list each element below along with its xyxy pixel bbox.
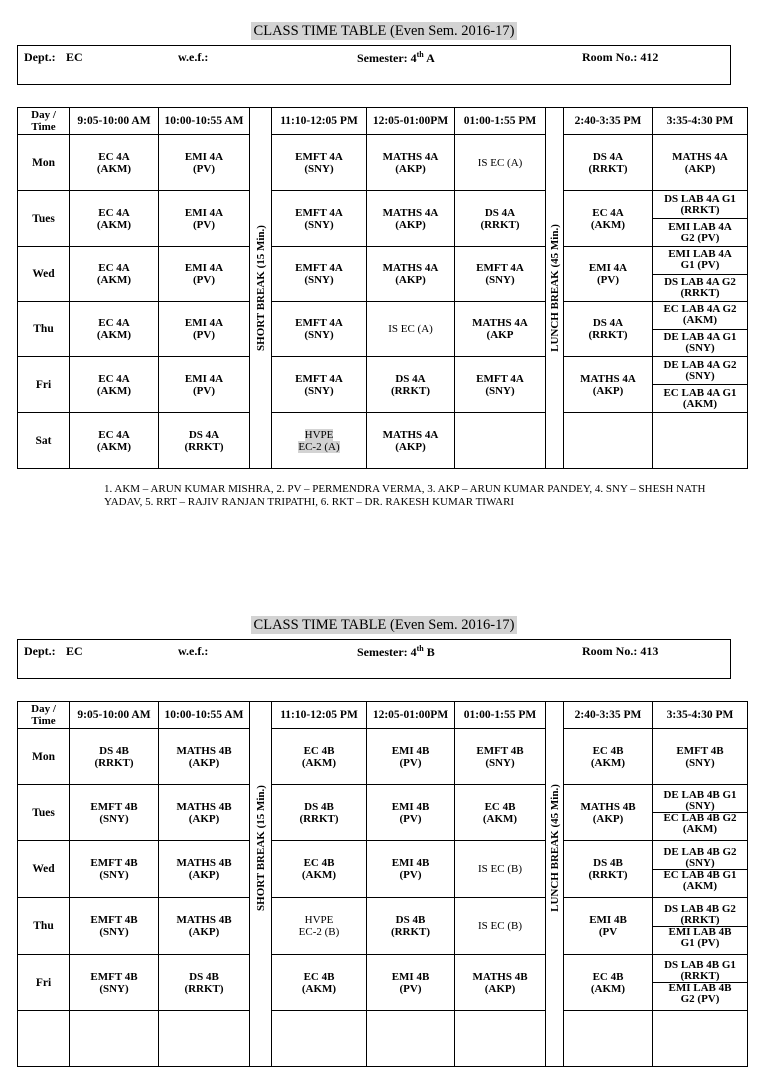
day-cell: Wed — [18, 247, 70, 302]
class-cell: EMFT 4B (SNY) — [70, 785, 159, 841]
class-cell: MATHS 4A (AKP) — [653, 135, 748, 191]
lab-slot: DE LAB 4A G2 (SNY) — [663, 358, 737, 382]
class-cell — [653, 413, 748, 469]
class-cell: EC 4B (AKM) — [455, 785, 546, 841]
class-cell: EMFT 4A (SNY) — [272, 135, 367, 191]
lab-slot: DS LAB 4A G1 (RRKT) — [664, 192, 736, 216]
faculty-legend: 1. AKM – ARUN KUMAR MISHRA, 2. PV – PERMENDRA VERMA, 3. AKP – ARUN KUMAR PANDEY, 4. SNY – SHESH NATH YADAV, 5. RRT – RAJIV RANJAN TRIPATHI, 6. RKT – DR. RAKESH KUMAR TIWARI — [104, 483, 706, 508]
header-period-1: 9:05-10:00 AM — [70, 702, 159, 729]
lab-slot: EMI LAB 4B G1 (PV) — [653, 926, 747, 949]
class-cell: EMI 4B (PV) — [367, 785, 455, 841]
header-period-3: 11:10-12:05 PM — [272, 108, 367, 135]
lab-split-cell — [653, 191, 748, 247]
table-row — [18, 955, 748, 1011]
class-cell: EMFT 4B (SNY) — [70, 898, 159, 955]
table-row — [18, 785, 748, 841]
info-box — [17, 45, 731, 85]
lab-split-cell — [653, 898, 748, 955]
class-cell: MATHS 4B (AKP) — [564, 785, 653, 841]
class-cell: EC 4A (AKM) — [70, 247, 159, 302]
class-cell: EMFT 4A (SNY) — [455, 247, 546, 302]
class-cell: EMFT 4A (SNY) — [272, 357, 367, 413]
class-cell: DS 4A (RRKT) — [564, 135, 653, 191]
timetable-title: CLASS TIME TABLE (Even Sem. 2016-17) — [251, 22, 518, 40]
class-cell: DS 4B (RRKT) — [367, 898, 455, 955]
lunch-break-column: LUNCH BREAK (45 Min.) — [546, 702, 564, 1067]
table-row — [18, 357, 748, 413]
class-cell: DS 4A (RRKT) — [159, 413, 250, 469]
day-cell — [18, 1011, 70, 1067]
class-cell: MATHS 4A (AKP) — [367, 135, 455, 191]
class-cell: EMI 4A (PV) — [564, 247, 653, 302]
class-cell — [367, 1011, 455, 1067]
class-cell: EMI 4A (PV) — [159, 357, 250, 413]
class-cell: DS 4A (RRKT) — [367, 357, 455, 413]
class-cell: EMFT 4B (SNY) — [455, 729, 546, 785]
timetable-title: CLASS TIME TABLE (Even Sem. 2016-17) — [251, 616, 518, 634]
lab-split-cell — [653, 955, 748, 1011]
header-period-6: 2:40-3:35 PM — [564, 702, 653, 729]
class-cell — [455, 1011, 546, 1067]
class-cell: EC 4B (AKM) — [272, 955, 367, 1011]
table-row — [18, 302, 748, 357]
lab-slot: EMI LAB 4A G2 (PV) — [653, 218, 747, 246]
table-row — [18, 413, 748, 469]
short-break-column: SHORT BREAK (15 Min.) — [250, 108, 272, 469]
lab-slot: EMI LAB 4A G1 (PV) — [668, 248, 732, 272]
class-cell: DS 4A (RRKT) — [564, 302, 653, 357]
semester: Semester: 4th A — [357, 50, 435, 65]
header-period-2: 10:00-10:55 AM — [159, 702, 250, 729]
class-cell — [272, 1011, 367, 1067]
class-cell: DS 4B (RRKT) — [159, 955, 250, 1011]
class-cell: EC 4A (AKM) — [70, 135, 159, 191]
day-cell: Tues — [18, 785, 70, 841]
class-cell: EMI 4A (PV) — [159, 302, 250, 357]
class-cell: EMI 4B (PV — [564, 898, 653, 955]
header-period-7: 3:35-4:30 PM — [653, 702, 748, 729]
table-row — [18, 841, 748, 898]
class-cell — [455, 413, 546, 469]
header-row — [18, 702, 748, 729]
class-cell: EMI 4B (PV) — [367, 841, 455, 898]
class-cell: HVPE EC-2 (B) — [272, 898, 367, 955]
class-cell: DS 4B (RRKT) — [70, 729, 159, 785]
short-break-column: SHORT BREAK (15 Min.) — [250, 702, 272, 1067]
lab-split-cell — [653, 841, 748, 898]
class-cell: EMFT 4A (SNY) — [272, 302, 367, 357]
class-cell: EC 4A (AKM) — [564, 191, 653, 247]
class-cell: MATHS 4B (AKP) — [159, 898, 250, 955]
class-cell: EMI 4A (PV) — [159, 247, 250, 302]
class-cell: EMI 4A (PV) — [159, 135, 250, 191]
class-cell: MATHS 4A (AKP — [455, 302, 546, 357]
table-row — [18, 898, 748, 955]
lab-split-cell — [653, 357, 748, 413]
class-cell: DS 4B (RRKT) — [272, 785, 367, 841]
class-cell: EC 4B (AKM) — [564, 729, 653, 785]
class-cell: EMFT 4A (SNY) — [272, 191, 367, 247]
class-cell: EC 4B (AKM) — [564, 955, 653, 1011]
class-cell: IS EC (A) — [367, 302, 455, 357]
class-cell: MATHS 4B (AKP) — [455, 955, 546, 1011]
dept-value: EC — [66, 644, 83, 658]
header-day-time: Day / Time — [18, 108, 70, 135]
room-label: Room No.: 413 — [582, 644, 659, 658]
class-cell: DS 4A (RRKT) — [455, 191, 546, 247]
header-period-1: 9:05-10:00 AM — [70, 108, 159, 135]
lab-split-cell — [653, 247, 748, 302]
class-cell: MATHS 4B (AKP) — [159, 729, 250, 785]
class-cell: EMFT 4B (SNY) — [653, 729, 748, 785]
class-cell: EC 4B (AKM) — [272, 729, 367, 785]
class-cell: IS EC (B) — [455, 898, 546, 955]
day-cell: Tues — [18, 191, 70, 247]
header-period-4: 12:05-01:00PM — [367, 702, 455, 729]
day-cell: Thu — [18, 302, 70, 357]
class-cell: EMI 4B (PV) — [367, 729, 455, 785]
class-cell — [564, 1011, 653, 1067]
header-row — [18, 108, 748, 135]
lab-slot: EC LAB 4A G1 (AKM) — [653, 384, 747, 412]
class-cell: EMFT 4B (SNY) — [70, 955, 159, 1011]
class-cell: MATHS 4B (AKP) — [159, 785, 250, 841]
lab-slot: EC LAB 4B G1 (AKM) — [653, 869, 747, 892]
class-cell: EMI 4B (PV) — [367, 955, 455, 1011]
table-row — [18, 729, 748, 785]
class-cell: MATHS 4B (AKP) — [159, 841, 250, 898]
header-period-2: 10:00-10:55 AM — [159, 108, 250, 135]
lab-slot: DE LAB 4A G1 (SNY) — [653, 329, 747, 357]
day-cell: Thu — [18, 898, 70, 955]
lab-split-cell — [653, 785, 748, 841]
table-row — [18, 1011, 748, 1067]
schedule-table — [17, 701, 748, 1067]
header-period-5: 01:00-1:55 PM — [455, 108, 546, 135]
class-cell: DS 4B (RRKT) — [564, 841, 653, 898]
class-cell: IS EC (A) — [455, 135, 546, 191]
class-cell: MATHS 4A (AKP) — [367, 191, 455, 247]
lab-split-cell — [653, 302, 748, 357]
header-period-3: 11:10-12:05 PM — [272, 702, 367, 729]
lab-slot: DE LAB 4B G1 (SNY) — [663, 789, 737, 812]
day-cell: Wed — [18, 841, 70, 898]
lab-slot: DS LAB 4B G2 (RRKT) — [664, 902, 736, 926]
day-cell: Sat — [18, 413, 70, 469]
wef-label: w.e.f.: — [178, 644, 209, 658]
class-cell: MATHS 4A (AKP) — [367, 247, 455, 302]
dept-label: Dept.: — [24, 50, 56, 64]
class-cell: EMFT 4A (SNY) — [455, 357, 546, 413]
class-cell: EMI 4A (PV) — [159, 191, 250, 247]
header-period-6: 2:40-3:35 PM — [564, 108, 653, 135]
class-cell — [159, 1011, 250, 1067]
class-cell: EC 4A (AKM) — [70, 302, 159, 357]
dept-value: EC — [66, 50, 83, 64]
table-row — [18, 191, 748, 247]
lab-slot: DS LAB 4B G1 (RRKT) — [664, 959, 736, 982]
lab-slot: EC LAB 4A G2 (AKM) — [663, 303, 737, 327]
semester: Semester: 4th B — [357, 644, 435, 659]
day-cell: Mon — [18, 729, 70, 785]
header-day-time: Day / Time — [18, 702, 70, 729]
info-box — [17, 639, 731, 679]
class-cell: HVPE EC-2 (A) — [272, 413, 367, 469]
class-cell: EC 4A (AKM) — [70, 413, 159, 469]
header-period-7: 3:35-4:30 PM — [653, 108, 748, 135]
class-cell — [564, 413, 653, 469]
class-cell — [70, 1011, 159, 1067]
class-cell: EC 4A (AKM) — [70, 191, 159, 247]
day-cell: Mon — [18, 135, 70, 191]
day-cell: Fri — [18, 955, 70, 1011]
room-label: Room No.: 412 — [582, 50, 659, 64]
class-cell: EC 4B (AKM) — [272, 841, 367, 898]
day-cell: Fri — [18, 357, 70, 413]
class-cell: EMFT 4B (SNY) — [70, 841, 159, 898]
wef-label: w.e.f.: — [178, 50, 209, 64]
class-cell: IS EC (B) — [455, 841, 546, 898]
class-cell: EMFT 4A (SNY) — [272, 247, 367, 302]
table-row — [18, 247, 748, 302]
lab-slot: DE LAB 4B G2 (SNY) — [663, 845, 737, 869]
class-cell: MATHS 4A (AKP) — [564, 357, 653, 413]
class-cell: MATHS 4A (AKP) — [367, 413, 455, 469]
lab-slot: EMI LAB 4B G2 (PV) — [653, 982, 747, 1005]
lunch-break-column: LUNCH BREAK (45 Min.) — [546, 108, 564, 469]
class-cell: EC 4A (AKM) — [70, 357, 159, 413]
header-period-4: 12:05-01:00PM — [367, 108, 455, 135]
class-cell — [653, 1011, 748, 1067]
dept-label: Dept.: — [24, 644, 56, 658]
lab-slot: EC LAB 4B G2 (AKM) — [653, 812, 747, 835]
schedule-table — [17, 107, 748, 469]
table-row — [18, 135, 748, 191]
header-period-5: 01:00-1:55 PM — [455, 702, 546, 729]
lab-slot: DS LAB 4A G2 (RRKT) — [653, 274, 747, 302]
